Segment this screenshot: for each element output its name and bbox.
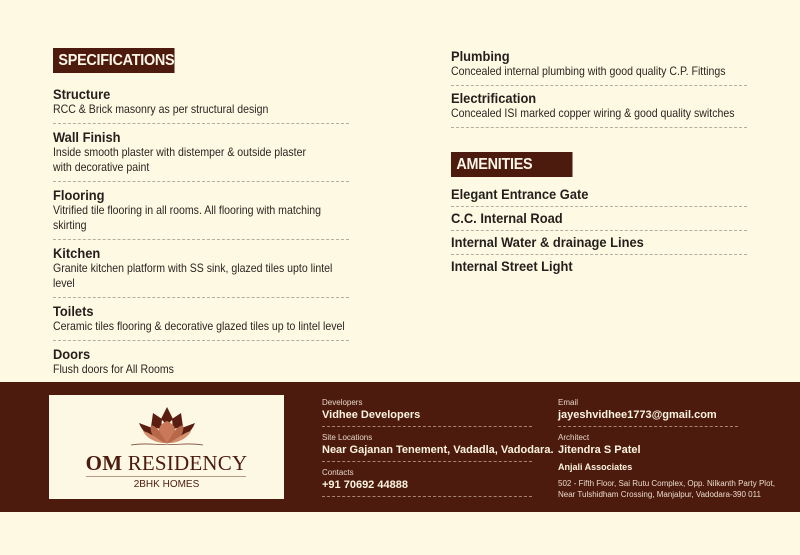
architect-name: Jitendra S Patel — [558, 444, 641, 456]
spec-title: Flooring — [53, 187, 105, 203]
amenity-item — [451, 258, 747, 278]
spec-title: Doors — [53, 346, 91, 362]
spec-title: Wall Finish — [53, 129, 121, 145]
amenity-label: Internal Street Light — [451, 258, 573, 274]
logo-title — [49, 451, 284, 476]
contacts-label: Contacts — [322, 468, 354, 477]
architect-info — [558, 397, 788, 502]
site-label: Site Locations — [322, 433, 373, 442]
spec-item-plumbing — [451, 48, 747, 86]
architect-firm: Anjali Associates — [558, 462, 633, 472]
logo-title-bold: OM — [85, 451, 123, 475]
specifications-list-right — [451, 48, 751, 132]
spec-desc: Flush doors for All Rooms — [53, 362, 174, 376]
contacts-phone[interactable]: +91 70692 44888 — [322, 479, 408, 491]
email-label: Email — [558, 398, 579, 407]
footer — [0, 382, 800, 512]
lotus-icon — [129, 405, 205, 449]
amenity-label: Internal Water & drainage Lines — [451, 234, 644, 250]
amenity-item — [451, 234, 747, 255]
specifications-heading: SPECIFICATIONS — [53, 48, 175, 73]
amenities-list — [451, 186, 751, 281]
spec-item-structure — [53, 86, 349, 124]
spec-desc: Vitrified tile flooring in all rooms. All flooring with matching skirting — [53, 203, 322, 232]
spec-item-kitchen — [53, 245, 349, 298]
spec-item-toilets — [53, 303, 349, 341]
developers-label: Developers — [322, 398, 363, 407]
spec-title: Plumbing — [451, 48, 510, 64]
spec-title: Toilets — [53, 303, 94, 319]
spec-title: Kitchen — [53, 245, 101, 261]
site-value: Near Gajanan Tenement, Vadadla, Vadodara. — [322, 444, 554, 456]
spec-desc: RCC & Brick masonry as per structural design — [53, 102, 269, 116]
architect-block — [558, 432, 788, 500]
spec-desc: Ceramic tiles flooring & decorative glazed tiles up to lintel level — [53, 319, 345, 333]
architect-address-line2: Near Tulshidham Crossing, Manjalpur, Vadodara-390 011 — [558, 490, 761, 499]
developer-info — [322, 397, 554, 502]
architect-label: Architect — [558, 433, 590, 442]
spec-item-flooring — [53, 187, 349, 240]
email-block — [558, 397, 738, 427]
spec-title: Electrification — [451, 90, 537, 106]
spec-desc: Concealed internal plumbing with good quality C.P. Fittings — [451, 64, 726, 78]
spec-desc: Inside smooth plaster with distemper & outside plaster with decorative paint — [53, 145, 306, 174]
developers-block — [322, 397, 532, 427]
spec-item-doors — [53, 346, 349, 383]
amenity-label: C.C. Internal Road — [451, 210, 563, 226]
amenities-heading: AMENITIES — [451, 152, 573, 177]
amenity-item — [451, 186, 747, 207]
spec-desc: Granite kitchen platform with SS sink, glazed tiles upto lintel level — [53, 261, 333, 290]
contacts-block — [322, 467, 532, 497]
spec-title: Structure — [53, 86, 111, 102]
amenity-label: Elegant Entrance Gate — [451, 186, 589, 202]
site-block — [322, 432, 554, 462]
email-link[interactable]: jayeshvidhee1773@gmail.com — [558, 409, 717, 421]
logo-divider — [86, 476, 246, 477]
logo — [49, 395, 284, 499]
spec-item-wall-finish — [53, 129, 349, 182]
logo-title-rest: RESIDENCY — [127, 451, 248, 475]
logo-subtitle: 2BHK HOMES — [133, 479, 200, 490]
amenity-item — [451, 210, 747, 231]
specifications-list-left — [53, 86, 353, 388]
architect-address-line1: 502 - Fifth Floor, Sai Rutu Complex, Opp. Nilkanth Party Plot, — [558, 479, 775, 488]
spec-desc: Concealed ISI marked copper wiring & good quality switches — [451, 106, 735, 120]
spec-item-electrification — [451, 90, 747, 128]
developers-value: Vidhee Developers — [322, 409, 421, 421]
